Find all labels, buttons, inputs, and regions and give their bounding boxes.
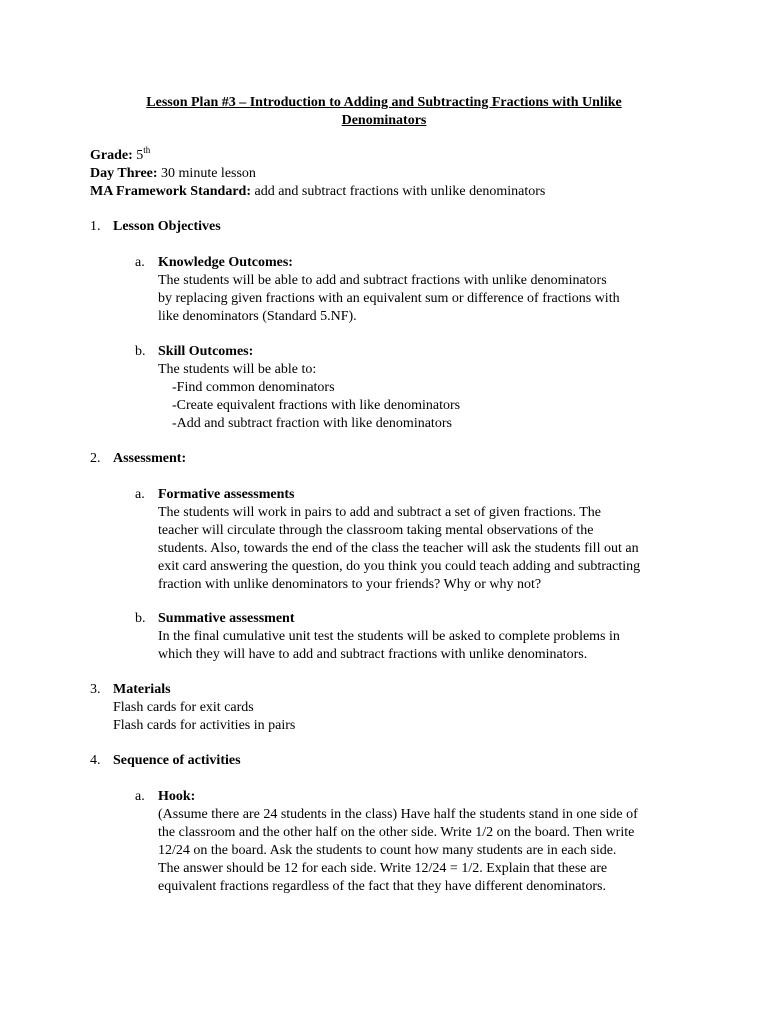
item-heading: Hook: — [158, 789, 196, 804]
day-value: 30 minute lesson — [161, 166, 256, 181]
item-heading: Formative assessments — [158, 487, 295, 502]
grade-label: Grade: — [90, 148, 133, 163]
hook-text — [158, 806, 638, 896]
grade-line — [90, 147, 545, 165]
grade-value: 5 — [136, 148, 144, 163]
section-sequence-of-activities — [90, 752, 241, 770]
material-item: Flash cards for activities in pairs — [113, 718, 296, 733]
section-heading: Sequence of activities — [113, 753, 241, 768]
skill-outcomes-text — [158, 361, 460, 433]
item-letter: a. — [135, 255, 145, 270]
standard-label: MA Framework Standard: — [90, 184, 251, 199]
text-line: teacher will circulate through the classroom taking mental observations of the — [158, 523, 594, 538]
materials-list — [113, 699, 295, 735]
section-heading: Lesson Objectives — [113, 219, 221, 234]
skill-item: -Create equivalent fractions with like denominators — [172, 398, 461, 413]
grade-superscript: th — [143, 145, 151, 155]
day-line — [90, 165, 545, 183]
item-letter: a. — [135, 789, 145, 804]
text-line: The students will work in pairs to add and subtract a set of given fractions. The — [158, 505, 601, 520]
title-line-1: Lesson Plan #3 – Introduction to Adding and Subtracting Fractions with Unlike — [146, 95, 622, 110]
text-line: 12/24 on the board. Ask the students to count how many students are in each side. — [158, 843, 617, 858]
text-line: students. Also, towards the end of the class the teacher will ask the students fill out an — [158, 541, 639, 556]
item-letter: b. — [135, 611, 146, 626]
item-letter: a. — [135, 487, 145, 502]
section-number: 2. — [90, 451, 101, 466]
section-materials — [90, 681, 171, 699]
item-letter: b. — [135, 344, 146, 359]
lesson-header — [90, 147, 545, 201]
standard-value: add and subtract fractions with unlike denominators — [254, 184, 546, 199]
section-heading: Assessment: — [113, 451, 187, 466]
formative-assessments-text — [158, 504, 640, 594]
section-number: 4. — [90, 753, 101, 768]
skill-item: -Add and subtract fraction with like denominators — [172, 416, 452, 431]
skill-outcomes-heading — [135, 343, 253, 361]
section-number: 1. — [90, 219, 101, 234]
day-label: Day Three: — [90, 166, 158, 181]
hook-heading — [135, 788, 195, 806]
document-title — [100, 94, 668, 130]
section-heading: Materials — [113, 682, 171, 697]
title-line-2: Denominators — [341, 113, 427, 128]
text-line: The students will be able to add and subtract fractions with unlike denominators — [158, 273, 607, 288]
standard-line — [90, 183, 545, 201]
formative-assessments-heading — [135, 486, 294, 504]
summative-assessment-heading — [135, 610, 295, 628]
item-heading: Summative assessment — [158, 611, 295, 626]
text-line: The answer should be 12 for each side. Write 12/24 = 1/2. Explain that these are — [158, 861, 608, 876]
text-line: (Assume there are 24 students in the class) Have half the students stand in one side of — [158, 807, 638, 822]
knowledge-outcomes-heading — [135, 254, 293, 272]
skill-item: -Find common denominators — [172, 380, 335, 395]
text-line: equivalent fractions regardless of the fact that they have different denominators. — [158, 879, 606, 894]
text-line: the classroom and the other half on the other side. Write 1/2 on the board. Then write — [158, 825, 635, 840]
section-lesson-objectives — [90, 218, 221, 236]
summative-assessment-text — [158, 628, 620, 664]
text-line: In the final cumulative unit test the students will be asked to complete problems in — [158, 629, 620, 644]
item-heading: Skill Outcomes: — [158, 344, 254, 359]
text-line: fraction with unlike denominators to your friends? Why or why not? — [158, 577, 542, 592]
text-line: like denominators (Standard 5.NF). — [158, 309, 357, 324]
item-heading: Knowledge Outcomes: — [158, 255, 293, 270]
material-item: Flash cards for exit cards — [113, 700, 254, 715]
section-assessment — [90, 450, 186, 468]
knowledge-outcomes-text — [158, 272, 620, 326]
section-number: 3. — [90, 682, 101, 697]
text-line: which they will have to add and subtract fractions with unlike denominators. — [158, 647, 588, 662]
text-line: The students will be able to: — [158, 362, 317, 377]
text-line: by replacing given fractions with an equivalent sum or difference of fractions with — [158, 291, 620, 306]
text-line: exit card answering the question, do you think you could teach adding and subtracting — [158, 559, 641, 574]
